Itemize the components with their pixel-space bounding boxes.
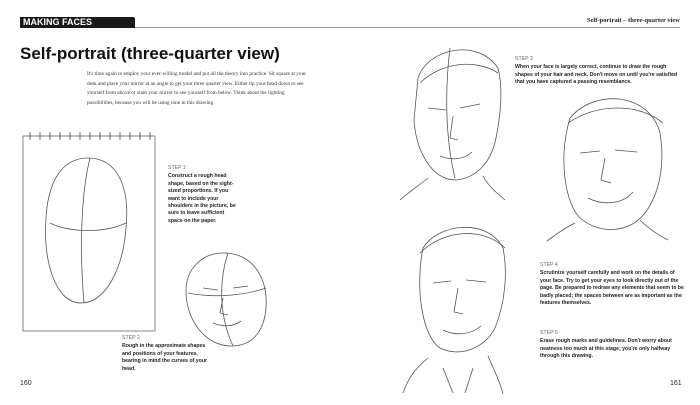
step-text: Scrutinize yourself carefully and work on the details of your face. Try to get your eyes to look directly out of the page. Be prepared to redraw any elements that seem to be badly placed; the spaces between are as important as the features themselves. [540, 270, 684, 307]
intro-paragraph: It's time again to employ your ever-willing model and put all the theory into practice. Sit square at your desk and place your mirror at an angle to get your three quarter view. Either tip your head down to see yourself from above or slant your mirror to see yourself from below. Think about the lighting possibilities, because you will be using tone in this drawing. [87, 71, 306, 106]
page-number-right: 161 [670, 380, 682, 387]
page-number-left: 160 [20, 380, 32, 387]
step-3 [515, 56, 685, 87]
head-sketch-step-5 [398, 218, 513, 398]
step-label: STEP 5 [540, 330, 558, 336]
step-5 [540, 330, 685, 361]
step-4 [540, 262, 685, 307]
section-tab: MAKING FACES [20, 17, 135, 28]
head-sketch-step-3 [398, 38, 508, 203]
sketchpad-illustration [18, 128, 163, 338]
head-sketch-step-4 [540, 88, 680, 243]
step-text: Erase rough marks and guidelines. Don't worry about neatness too much at this stage; you're only halfway through this drawing. [540, 338, 672, 360]
running-head: Self-portrait – three-quarter view [586, 17, 680, 24]
step-2 [122, 335, 214, 373]
page-title: Self-portrait (three-quarter view) [20, 44, 280, 63]
step-text: Rough in the approximate shapes and positions of your features, bearing in mind the curves of your head. [122, 343, 208, 372]
head-sketch-step-2 [178, 248, 273, 348]
step-text: Construct a rough head shape, based on the sight-sized proportions. If you want to include your shoulders in the picture, be sure to leave sufficient space on the paper. [168, 173, 236, 224]
step-label: STEP 1 [168, 165, 186, 171]
header-rule [135, 27, 680, 28]
step-1 [168, 165, 240, 225]
step-text: When your face is largely correct, continue to draw the rough shapes of your hair and neck. Don't move on until you're satisfied that you have captured a passing resemblance. [515, 64, 678, 86]
step-label: STEP 2 [122, 335, 140, 341]
step-label: STEP 3 [515, 56, 533, 62]
step-label: STEP 4 [540, 262, 558, 268]
